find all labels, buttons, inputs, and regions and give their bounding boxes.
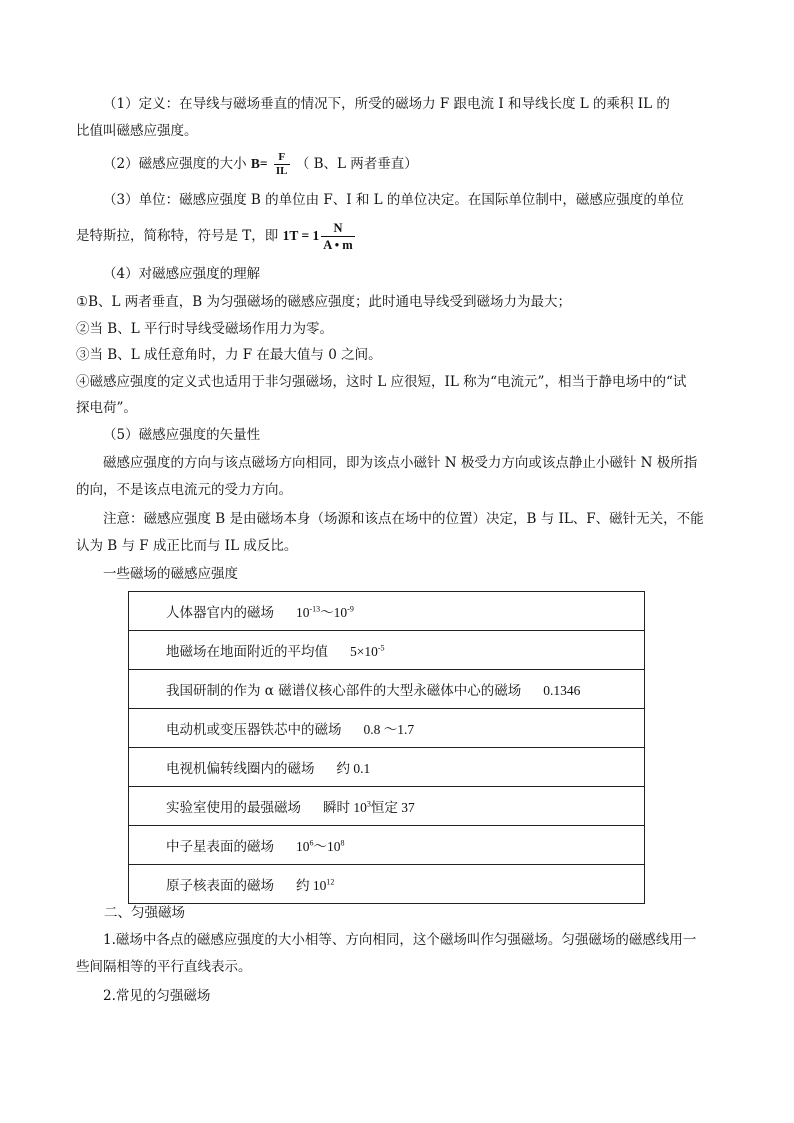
table-row <box>129 748 645 787</box>
table-title: 一些磁场的磁感应强度 <box>103 566 238 582</box>
table-cell <box>129 709 645 748</box>
field-name: 人体器官内的磁场 <box>166 605 274 621</box>
table-cell <box>129 865 645 904</box>
value-exponent: 3 <box>366 799 371 809</box>
value-text: ～10 <box>320 605 348 620</box>
value-text: 10 <box>296 605 310 620</box>
uniform-field-line-1: 1.磁场中各点的磁感应强度的大小相等、方向相同，这个磁场叫作匀强磁场。匀强磁场的磁感线用一 <box>103 932 697 948</box>
table-cell <box>129 631 645 670</box>
field-value <box>543 683 580 698</box>
understanding-item-2: ②当 B、L 平行时导线受磁场作用力为零。 <box>76 321 333 337</box>
field-value <box>337 761 371 776</box>
definition-line-1: （1）定义：在导线与磁场垂直的情况下，所受的磁场力 F 跟电流 I 和导线长度 L 的乘积 IL 的 <box>103 96 670 112</box>
field-name: 我国研制的作为 α 磁谱仪核心部件的大型永磁体中心的磁场 <box>166 683 522 699</box>
understanding-item-4-line-1: ④磁感应强度的定义式也适用于非匀强磁场，这时 L 应很短，IL 称为“电流元”，相当于静电场中的“试 <box>76 374 687 390</box>
field-name: 原子核表面的磁场 <box>166 878 274 894</box>
unit-formula-fraction <box>321 220 354 253</box>
table-row <box>129 709 645 748</box>
understanding-title: （4）对磁感应强度的理解 <box>103 266 261 282</box>
magnitude-suffix: （ B、L 两者垂直） <box>295 156 418 172</box>
value-text: 10 <box>296 839 310 854</box>
field-name: 电动机或变压器铁芯中的磁场 <box>166 722 342 738</box>
field-value <box>350 644 385 659</box>
field-name: 电视机偏转线圈内的磁场 <box>166 761 315 777</box>
unit-line-2 <box>76 220 716 253</box>
table-row <box>129 787 645 826</box>
value-exponent: 12 <box>326 877 335 887</box>
vector-body-line-2: 的向，不是该点电流元的受力方向。 <box>76 482 292 498</box>
field-name: 地磁场在地面附近的平均值 <box>166 644 328 660</box>
value-text: 5×10 <box>350 644 378 659</box>
table-row <box>129 865 645 904</box>
value-text: 0.8 ～1.7 <box>363 722 415 737</box>
magnitude-formula-lhs: B= <box>250 156 268 171</box>
unit-line-2-prefix: 是特斯拉，简称特，符号是 T，即 <box>76 228 279 244</box>
field-value <box>323 800 415 815</box>
section-2-title: 二、匀强磁场 <box>104 905 185 921</box>
understanding-item-3: ③当 B、L 成任意角时，力 F 在最大值与 0 之间。 <box>76 347 382 363</box>
field-value <box>296 839 345 854</box>
value-exponent: -13 <box>309 604 321 614</box>
value-exponent: 8 <box>340 838 345 848</box>
unit-line-1: （3）单位：磁感应强度 B 的单位由 F、I 和 L 的单位决定。在国际单位制中，磁感应强度的单位 <box>103 192 684 208</box>
table-cell <box>129 787 645 826</box>
common-uniform-fields: 2.常见的匀强磁场 <box>103 988 211 1004</box>
note-line-2: 认为 B 与 F 成正比而与 IL 成反比。 <box>76 538 298 554</box>
table-row <box>129 670 645 709</box>
value-text: ～10 <box>313 839 341 854</box>
value-exponent: -9 <box>347 604 354 614</box>
magnetic-field-table <box>128 591 645 904</box>
field-name: 实验室使用的最强磁场 <box>166 800 301 816</box>
table-cell <box>129 826 645 865</box>
unit-formula-denominator: A • m <box>323 238 353 252</box>
uniform-field-line-2: 些间隔相等的平行直线表示。 <box>76 959 252 975</box>
value-text: 恒定 37 <box>370 800 415 815</box>
unit-formula-lhs: 1T = 1 <box>282 228 320 243</box>
table-row <box>129 631 645 670</box>
value-text: 约 0.1 <box>336 761 371 776</box>
note-line-1: 注意：磁感应强度 B 是由磁场本身（场源和该点在场中的位置）决定，B 与 IL、F、磁针无关，不能 <box>103 511 704 527</box>
field-value <box>296 878 334 893</box>
field-value <box>296 605 354 620</box>
table-cell <box>129 670 645 709</box>
magnitude-formula-numerator: F <box>274 151 290 165</box>
value-text: 0.1346 <box>543 683 581 698</box>
table-cell <box>129 748 645 787</box>
understanding-item-1: ①B、L 两者垂直，B 为匀强磁场的磁感应强度；此时通电导线受到磁场力为最大； <box>76 294 571 310</box>
magnitude-formula-fraction <box>274 151 290 178</box>
value-text: 瞬时 10 <box>323 800 367 815</box>
table-row <box>129 592 645 631</box>
magnitude-prefix: （2）磁感应强度的大小 <box>103 156 251 172</box>
vector-body-line-1: 磁感应强度的方向与该点磁场方向相同，即为该点小磁针 N 极受力方向或该点静止小磁针 N 极所指 <box>103 455 698 471</box>
magnitude-formula-denominator: IL <box>275 165 288 177</box>
unit-formula-numerator: N <box>321 220 354 237</box>
understanding-item-4-line-2: 探电荷”。 <box>76 400 137 416</box>
vector-title: （5）磁感应强度的矢量性 <box>103 427 261 443</box>
value-exponent: -5 <box>377 643 385 653</box>
table-cell <box>129 592 645 631</box>
magnitude-paragraph <box>76 150 743 178</box>
definition-line-2: 比值叫磁感应强度。 <box>76 123 198 139</box>
value-exponent: 6 <box>309 838 314 848</box>
field-name: 中子星表面的磁场 <box>166 839 274 855</box>
table-row <box>129 826 645 865</box>
field-value <box>364 722 415 737</box>
value-text: 约 10 <box>296 878 327 893</box>
